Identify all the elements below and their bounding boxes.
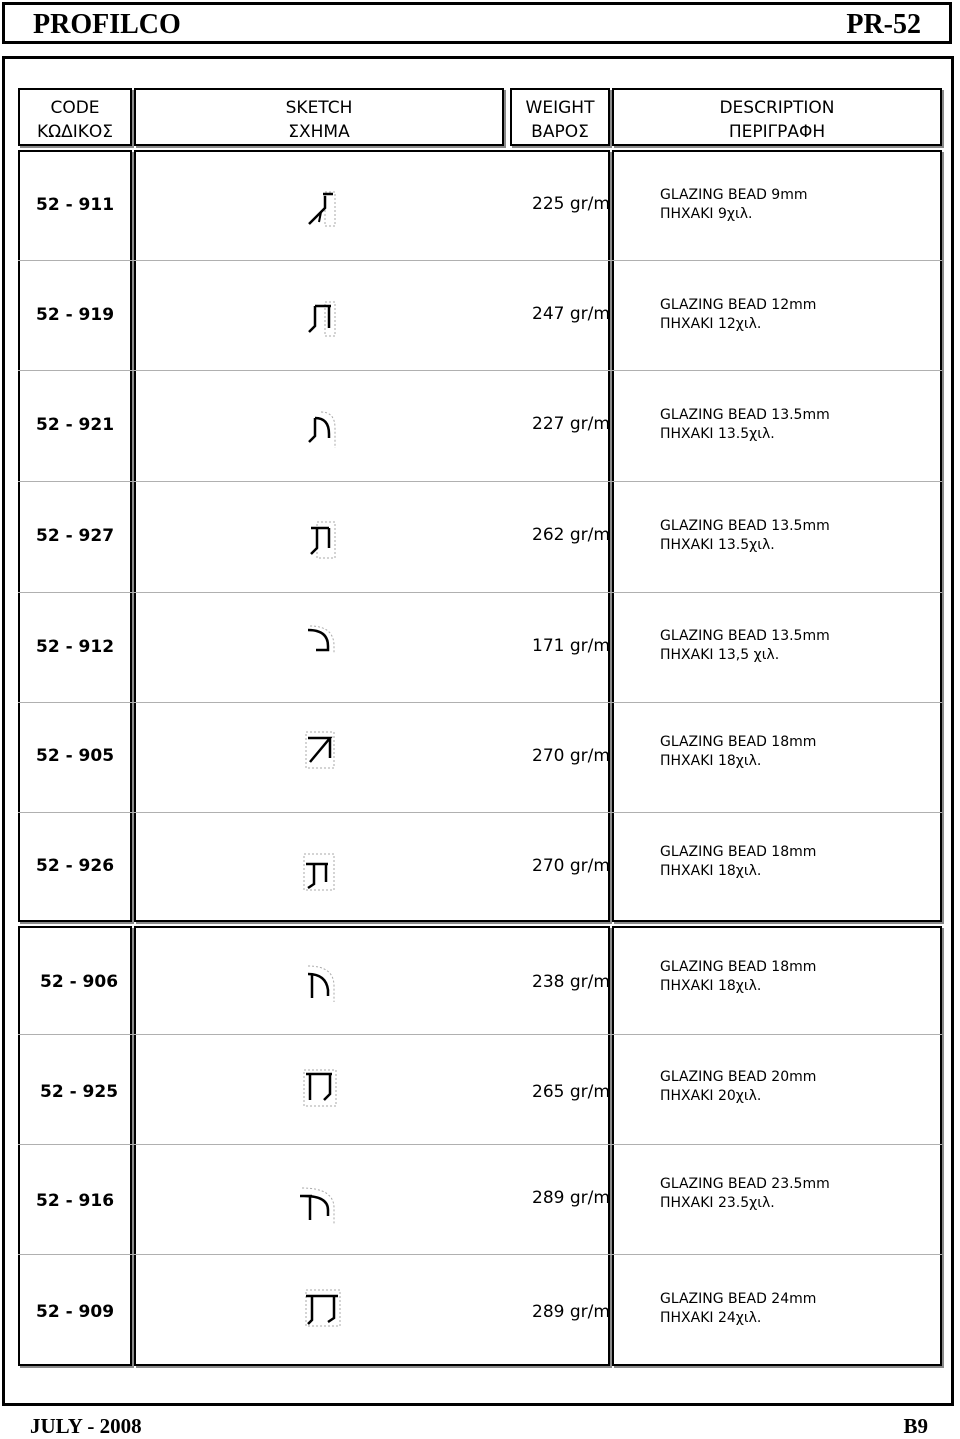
product-weight: 289 gr/m [532, 1188, 610, 1208]
description-en: GLAZING BEAD 9mm [660, 187, 808, 203]
column-header-weight-gr: ΒΑΡΟΣ [531, 122, 589, 142]
description-en: GLAZING BEAD 13.5mm [660, 628, 830, 644]
product-description [660, 1175, 830, 1213]
product-weight: 270 gr/m [532, 746, 610, 766]
glazing-bead-23-5mm-profile-icon [298, 1184, 338, 1228]
glazing-bead-13-5mm-rounded-profile-icon [305, 408, 339, 452]
column-header-sketch-gr: ΣΧΗΜΑ [288, 122, 350, 142]
description-en: GLAZING BEAD 20mm [660, 1069, 817, 1085]
product-weight: 265 gr/m [532, 1082, 610, 1102]
glazing-bead-9mm-profile-icon [305, 188, 339, 232]
product-code: 52 - 919 [36, 305, 115, 325]
product-code: 52 - 925 [40, 1082, 119, 1102]
description-gr: ΠΗΧΑΚΙ 13.5χιλ. [660, 537, 775, 553]
description-gr: ΠΗΧΑΚΙ 18χιλ. [660, 753, 762, 769]
product-code: 52 - 916 [36, 1191, 115, 1211]
glazing-bead-13-5mm-square-profile-icon [305, 518, 339, 562]
product-weight: 262 gr/m [532, 525, 610, 545]
description-en: GLAZING BEAD 24mm [660, 1291, 817, 1307]
description-gr: ΠΗΧΑΚΙ 9χιλ. [660, 206, 753, 222]
description-gr: ΠΗΧΑΚΙ 20χιλ. [660, 1088, 762, 1104]
product-code: 52 - 905 [36, 746, 115, 766]
product-code: 52 - 927 [36, 526, 115, 546]
glazing-bead-18mm-rounded-profile-icon [302, 962, 338, 1006]
product-description [660, 186, 807, 224]
glazing-bead-18mm-square-profile-icon [302, 850, 338, 894]
column-header-code [18, 88, 132, 146]
brand-name: PROFILCO [33, 9, 181, 40]
glazing-bead-20mm-profile-icon [302, 1066, 338, 1110]
glazing-bead-13-5mm-curved-profile-icon [302, 620, 338, 660]
column-header-sketch-en: SKETCH [285, 98, 353, 118]
product-weight: 225 gr/m [532, 194, 610, 214]
product-weight: 238 gr/m [532, 972, 610, 992]
column-header-description [612, 88, 942, 146]
description-en: GLAZING BEAD 18mm [660, 959, 817, 975]
description-en: GLAZING BEAD 18mm [660, 844, 817, 860]
product-weight: 227 gr/m [532, 414, 610, 434]
page-header [2, 2, 952, 44]
product-code: 52 - 909 [36, 1302, 115, 1322]
description-en: GLAZING BEAD 23.5mm [660, 1176, 830, 1192]
description-gr: ΠΗΧΑΚΙ 13.5χιλ. [660, 426, 775, 442]
product-description [660, 843, 816, 881]
product-weight: 289 gr/m [532, 1302, 610, 1322]
product-code: 52 - 912 [36, 637, 115, 657]
description-gr: ΠΗΧΑΚΙ 23.5χιλ. [660, 1195, 775, 1211]
column-header-code-gr: ΚΩΔΙΚΟΣ [36, 122, 114, 142]
product-code: 52 - 926 [36, 856, 115, 876]
footer-date: JULY - 2008 [30, 1414, 142, 1438]
product-description [660, 733, 816, 771]
description-gr: ΠΗΧΑΚΙ 12χιλ. [660, 316, 762, 332]
column-header-weight [510, 88, 610, 146]
description-en: GLAZING BEAD 12mm [660, 297, 817, 313]
glazing-bead-18mm-bevel-profile-icon [302, 728, 338, 772]
description-en: GLAZING BEAD 13.5mm [660, 407, 830, 423]
product-description [660, 627, 830, 665]
product-description [660, 1290, 816, 1328]
product-code: 52 - 911 [36, 195, 115, 215]
description-gr: ΠΗΧΑΚΙ 24χιλ. [660, 1310, 762, 1326]
glazing-bead-12mm-profile-icon [305, 298, 339, 342]
product-weight: 171 gr/m [532, 636, 610, 656]
description-gr: ΠΗΧΑΚΙ 18χιλ. [660, 863, 762, 879]
column-header-description-gr: ΠΕΡΙΓΡΑΦΗ [728, 122, 826, 142]
product-description [660, 296, 816, 334]
product-weight: 247 gr/m [532, 304, 610, 324]
description-en: GLAZING BEAD 18mm [660, 734, 817, 750]
product-code: 52 - 906 [40, 972, 119, 992]
product-description [660, 1068, 816, 1106]
column-header-weight-en: WEIGHT [525, 98, 595, 118]
product-description [660, 406, 830, 444]
product-description [660, 958, 816, 996]
column-header-code-en: CODE [50, 98, 100, 118]
glazing-bead-24mm-profile-icon [300, 1286, 342, 1330]
description-gr: ΠΗΧΑΚΙ 18χιλ. [660, 978, 762, 994]
column-header-description-en: DESCRIPTION [719, 98, 835, 118]
product-code: 52 - 921 [36, 415, 115, 435]
series-code: PR-52 [846, 9, 921, 40]
description-gr: ΠΗΧΑΚΙ 13,5 χιλ. [660, 647, 780, 663]
product-weight: 270 gr/m [532, 856, 610, 876]
page-number: B9 [903, 1414, 928, 1438]
sketch-weight-box-lower [134, 926, 610, 1366]
product-description [660, 517, 830, 555]
description-en: GLAZING BEAD 13.5mm [660, 518, 830, 534]
code-column-box-lower [18, 926, 132, 1366]
column-header-sketch [134, 88, 504, 146]
